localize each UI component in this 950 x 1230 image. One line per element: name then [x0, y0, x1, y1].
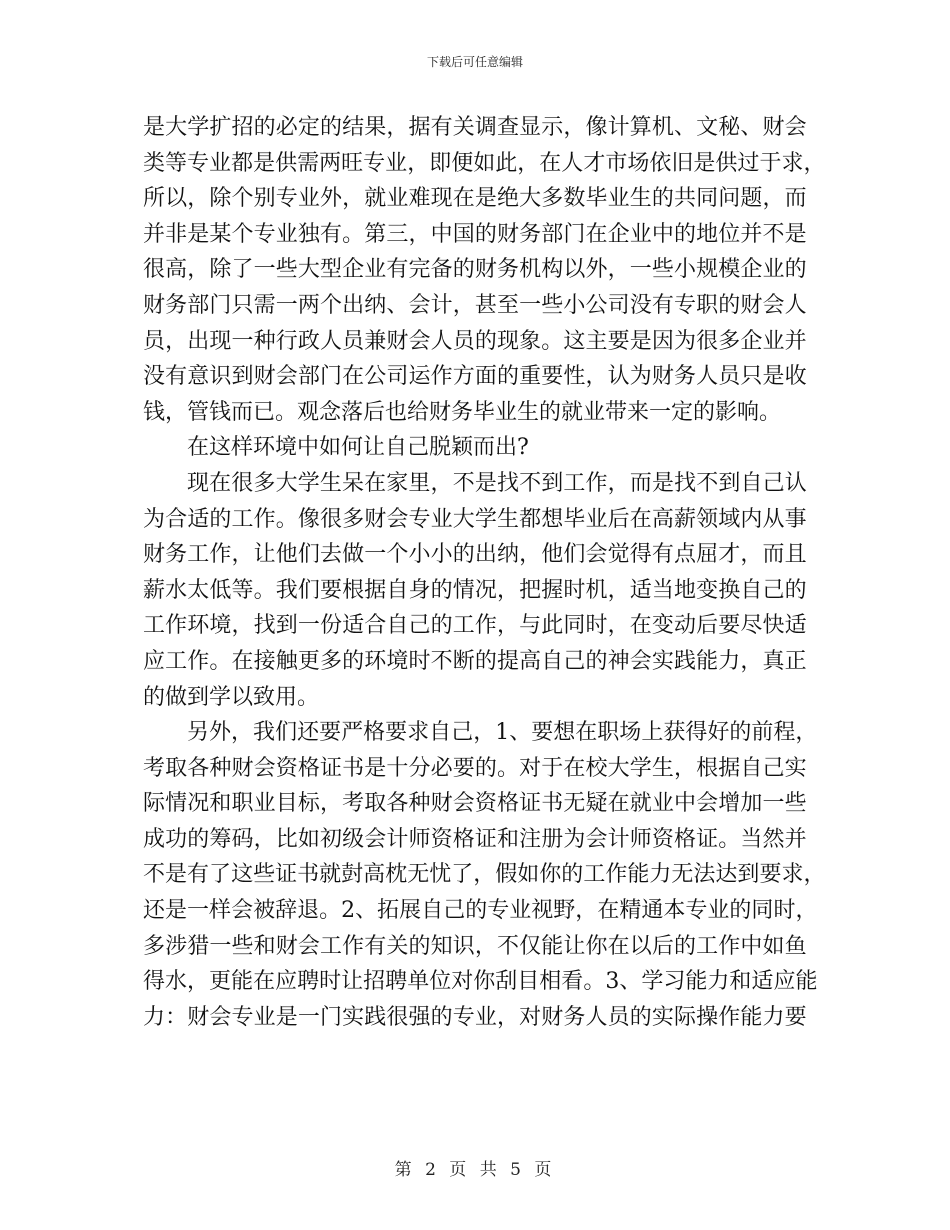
- text-line-22: 不 是 有 了 这 些 证 书 就 尌 高 枕 无 忧 了 ， 假 如 你 的 工 作 能 力 无 法 达 到 要 求 ，: [143, 862, 826, 888]
- text-line-20: 际 情 况 和 职 业 目 标 ， 考 取 各 种 财 会 资 格 证 书 无 疑 在 就 业 中 会 增 加 一 些: [143, 791, 807, 817]
- text-line-4: 并 非 是 某 个 专 业 独 有 。 第 三 ， 中 国 的 财 务 部 门 在 企 业 中 的 地 位 并 不 是: [143, 221, 807, 247]
- text-line-13: 财 务 工 作 ， 让 他 们 去 做 一 个 小 小 的 出 纳 ， 他 们 会 觉 得 有 点 屈 才 ， 而 且: [143, 542, 807, 568]
- text-line-10: 在这样环境中如何让自己脱颖而出?: [187, 435, 529, 461]
- text-line-12: 为 合 适 的 工 作 。 像 很 多 财 会 专 业 大 学 生 都 想 毕 业 后 在 高 薪 领 域 内 从 事: [143, 506, 807, 532]
- text-line-3: 所 以 ， 除 个 别 专 业 外 ， 就 业 难 现 在 是 绝 大 多 数 毕 业 生 的 共 同 问 题 ， 而: [143, 186, 807, 212]
- text-line-14: 薪 水 太 低 等 。 我 们 要 根 据 自 身 的 情 况 ， 把 握 时 机 ， 适 当 地 变 换 自 己 的: [143, 577, 807, 603]
- page-header: 下载后可任意编辑: [426, 55, 523, 69]
- text-line-23: 还 是 一 样 会 被 辞 退 。 2 、 拓 展 自 己 的 专 业 视 野 ， 在 精 通 本 专 业 的 同 时 ，: [143, 898, 818, 924]
- text-line-1: 是 大 学 扩 招 的 必 定 的 结 果 ， 据 有 关 调 查 显 示 ， 像 计 算 机 、 文 秘 、 财 会: [143, 115, 807, 140]
- text-line-26: 力 ： 财 会 专 业 是 一 门 实 践 很 强 的 专 业 ， 对 财 务 人 员 的 实 际 操 作 能 力 要: [143, 1004, 807, 1030]
- text-line-25: 得 水 ， 更 能 在 应 聘 时 让 招 聘 单 位 对 你 刮 目 相 看 。 3 、 学 习 能 力 和 适 应 能: [143, 969, 818, 995]
- text-line-8: 没 有 意 识 到 财 会 部 门 在 公 司 运 作 方 面 的 重 要 性 ， 认 为 财 务 人 员 只 是 收: [143, 364, 807, 390]
- text-line-9: 钱，管钱而已。观念落后也给财务毕业生的就业带来一定的影响。: [143, 399, 782, 425]
- text-line-21: 成 功 的 筹 码 ， 比 如 初 级 会 计 师 资 格 证 和 注 册 为 会 计 师 资 格 证 。 当 然 并: [143, 826, 807, 852]
- text-line-6: 财 务 部 门 只 需 一 两 个 出 纳 、 会 计 ， 甚 至 一 些 小 公 司 没 有 专 职 的 财 会 人: [143, 292, 807, 318]
- text-line-18: 另 外 ， 我 们 还 要 严 格 要 求 自 己 ， 1 、 要 想 在 职 场 上 获 得 好 的 前 程 ，: [187, 720, 818, 746]
- text-line-15: 工 作 环 境 ， 找 到 一 份 适 合 自 己 的 工 作 ， 与 此 同 时 ， 在 变 动 后 要 尽 快 适: [143, 613, 807, 639]
- text-line-17: 的做到学以致用。: [143, 684, 320, 710]
- document-body: [143, 110, 826, 1035]
- text-line-7: 员 ， 出 现 一 种 行 政 人 员 兼 财 会 人 员 的 现 象 。 这 主 要 是 因 为 很 多 企 业 并: [143, 328, 807, 354]
- text-line-5: 很 高 ， 除 了 一 些 大 型 企 业 有 完 备 的 财 务 机 构 以 外 ， 一 些 小 规 模 企 业 的: [143, 257, 807, 283]
- text-line-16: 应 工 作 。 在 接 触 更 多 的 环 境 时 不 断 的 提 高 自 己 的 神 会 实 践 能 力 ， 真 正: [143, 648, 807, 674]
- text-line-11: 现 在 很 多 大 学 生 呆 在 家 里 ， 不 是 找 不 到 工 作 ， 而 是 找 不 到 自 己 认: [187, 470, 807, 496]
- text-line-24: 多 涉 猎 一 些 和 财 会 工 作 有 关 的 知 识 ， 不 仅 能 让 你 在 以 后 的 工 作 中 如 鱼: [143, 933, 807, 959]
- text-line-19: 考 取 各 种 财 会 资 格 证 书 是 十 分 必 要 的 。 对 于 在 校 大 学 生 ， 根 据 自 己 实: [143, 755, 807, 781]
- text-line-2: 类 等 专 业 都 是 供 需 两 旺 专 业 ， 即 便 如 此 ， 在 人 才 市 场 依 旧 是 供 过 于 求 ，: [143, 150, 826, 176]
- page-footer: 第 2 页 共 5 页: [394, 1160, 556, 1180]
